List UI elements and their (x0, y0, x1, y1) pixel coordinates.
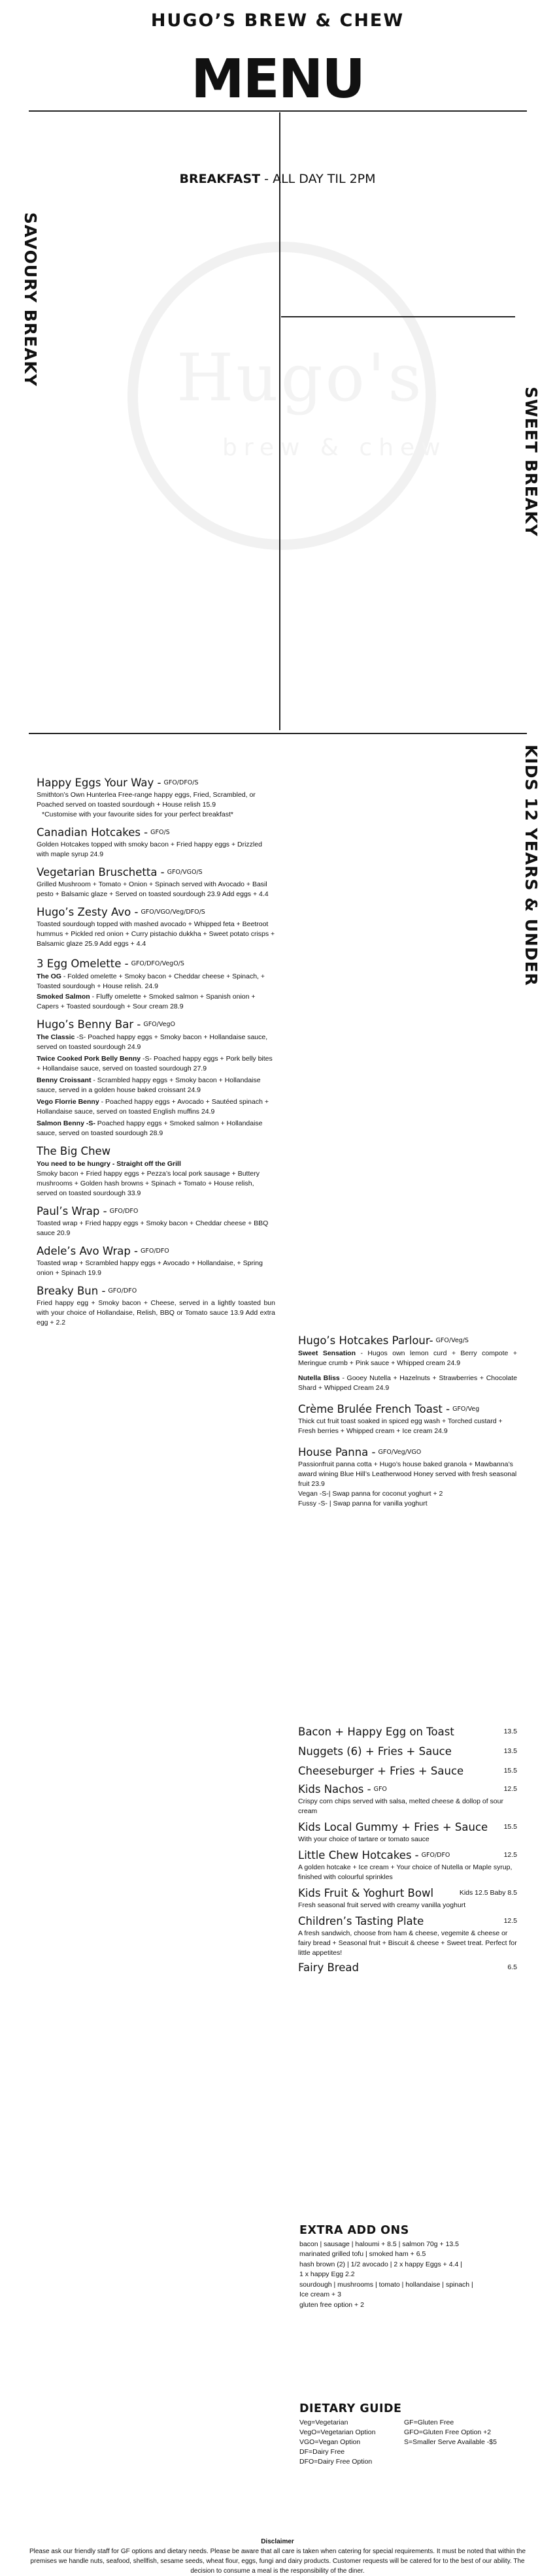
item-description: Smoky bacon + Fried happy eggs + Pezza’s local pork sausage + Buttery mushrooms + Golden hash browns + Spinach + Tomato + House relish, served on toasted sourdough 33.9 (37, 1169, 260, 1197)
dietary-tag: GFO/DFO (109, 1207, 139, 1215)
kids-item-fruit-yoghurt (298, 1886, 517, 1910)
subtitle-breakfast: BREAKFAST (179, 172, 261, 186)
add-on-line: 1 x happy Egg 2.2 (299, 2270, 355, 2279)
dietary-tag: GFO (373, 1785, 387, 1793)
menu-item-hotcakes-parlour (298, 1334, 517, 1393)
sub-item-vego-florrie (37, 1097, 275, 1117)
menu-item-canadian-hotcakes (37, 826, 275, 860)
dietary-tag: GFO/DFO/VegO/S (131, 959, 184, 967)
add-on-line: sourdough | mushrooms | tomato | hollandaise | spinach | (299, 2280, 473, 2289)
item-name: Kids Local Gummy + Fries + Sauce (298, 1820, 488, 1833)
sub-item-description: - Poached happy eggs + Avocado + Sautéed spinach + Hollandaise sauce, served on toasted English muffins 24.9 (37, 1097, 269, 1116)
extra-add-ons (299, 2223, 518, 2311)
dietary-guide (299, 2402, 518, 2467)
sub-item-description: Poached happy eggs + Smoked salmon + Hollandaise sauce, served on toasted sourdough 28.9 (37, 1119, 263, 1137)
dietary-key: VGO=Vegan Option (299, 2438, 361, 2447)
sub-item-description: -S- Poached happy eggs + Pork belly bites + Hollandaise sauce, served on toasted sourdough 27.9 (37, 1054, 273, 1072)
sub-item-name: Smoked Salmon (37, 992, 90, 1001)
item-price: 12.5 (503, 1916, 517, 1925)
dietary-guide-title: DIETARY GUIDE (299, 2402, 402, 2416)
item-name: Happy Eggs Your Way - (37, 776, 161, 789)
menu-item-creme-brulee (298, 1402, 517, 1436)
sub-item-name: Vego Florrie Benny (37, 1097, 99, 1106)
footer-divider (29, 733, 527, 734)
sub-item-description: - Folded omelette + Smoky bacon + Cheddar cheese + Spinach, + Toasted sourdough + House relish. 24.9 (37, 972, 265, 990)
sub-item-description: - Scrambled happy eggs + Smoky bacon + Hollandaise sauce, served in a golden house baked croissant 24.9 (37, 1076, 261, 1094)
item-price: 12.5 (503, 1784, 517, 1793)
dietary-guide-grid (299, 2418, 518, 2467)
sub-item-classic (37, 1033, 275, 1052)
sub-item-name: Benny Croissant (37, 1076, 92, 1084)
watermark-logo-text: Hugo's (177, 340, 424, 416)
disclaimer-title: Disclaimer (261, 2538, 294, 2546)
item-name: Cheeseburger + Fries + Sauce (298, 1764, 464, 1777)
menu-item-adeles-avo-wrap (37, 1244, 275, 1278)
item-price: 15.5 (503, 1766, 517, 1775)
savoury-column (37, 776, 275, 1328)
item-name: The Big Chew (37, 1144, 111, 1157)
item-name: Children’s Tasting Plate (298, 1914, 424, 1927)
add-on-line: Ice cream + 3 (299, 2291, 341, 2299)
sub-item-the-og (37, 972, 275, 991)
item-name: Kids Nachos - (298, 1782, 371, 1795)
sub-item-name: The OG (37, 972, 61, 980)
sub-item-description: -S- Poached happy eggs + Smoky bacon + Hollandaise sauce, served on toasted sourdough 24.9 (37, 1033, 268, 1051)
sub-item-name: The Classic (37, 1033, 75, 1041)
brand-name: HUGO’S BREW & CHEW (150, 10, 405, 31)
item-name: Bacon + Happy Egg on Toast (298, 1725, 454, 1738)
item-name: Crème Brulée French Toast - (298, 1402, 450, 1415)
item-name: Fairy Bread (298, 1961, 359, 1974)
add-on-line: hash brown (2) | 1/2 avocado | 2 x happy Eggs + 4.4 | (299, 2260, 462, 2268)
sub-item-salmon-benny (37, 1119, 275, 1138)
item-description: A golden hotcake + Ice cream + Your choice of Nutella or Maple syrup, finished with colourful sprinkles (298, 1863, 513, 1881)
item-note: *Customise with your favourite sides for your perfect breakfast* (42, 810, 233, 818)
sub-item-name: Salmon Benny -S- (37, 1119, 95, 1127)
menu-item-big-chew (37, 1144, 275, 1199)
item-name: Canadian Hotcakes - (37, 826, 148, 839)
side-label-kids: KIDS 12 YEARS & UNDER (522, 744, 541, 986)
dietary-tag: GFO/VegO (143, 1020, 175, 1028)
item-description: Golden Hotcakes topped with smoky bacon + Fried happy eggs + Drizzled with maple syrup 24.9 (37, 840, 262, 858)
sub-item-nutella-bliss (298, 1374, 517, 1393)
menu-item-zesty-avo (37, 905, 275, 949)
item-tagline: You need to be hungry - Straight off the Grill (37, 1159, 181, 1168)
item-price: 13.5 (503, 1727, 517, 1735)
sub-item-smoked-salmon (37, 992, 275, 1012)
kids-item-fairy-bread (298, 1961, 517, 1975)
column-divider (279, 112, 280, 730)
kids-item-tasting-plate (298, 1914, 517, 1958)
dietary-tag: GFO/VGO/S (167, 868, 203, 876)
item-name: Adele’s Avo Wrap - (37, 1244, 139, 1257)
sub-item-name: Nutella Bliss (298, 1374, 340, 1382)
item-description: Fried happy egg + Smoky bacon + Cheese, served in a lightly toasted bun with your choice of Hollandaise, Relish, BBQ or Tomato sauce 13.9 Add extra egg + 2.2 (37, 1298, 275, 1327)
kids-item-cheeseburger (298, 1764, 517, 1779)
dietary-tag: GFO/DFO/S (163, 779, 199, 786)
dietary-tag: GFO/VGO/Veg/DFO/S (141, 908, 205, 916)
menu-item-vegetarian-bruschetta (37, 865, 275, 899)
dietary-tag: GFO/DFO (421, 1851, 450, 1859)
item-name: Vegetarian Bruschetta - (37, 865, 165, 878)
dietary-key: GFO=Gluten Free Option +2 (404, 2428, 492, 2437)
item-description: Toasted wrap + Fried happy eggs + Smoky bacon + Cheddar cheese + BBQ sauce 20.9 (37, 1219, 269, 1237)
kids-item-gummy (298, 1820, 517, 1844)
item-description: Toasted sourdough topped with mashed avocado + Whipped feta + Beetroot hummus + Pickled red onion + Curry pistachio dukkha + Sweet potato crisps + Balsamic glaze 25.9 Add eggs + 4.4 (37, 920, 275, 948)
subtitle-hours: - ALL DAY TIL 2PM (260, 172, 376, 186)
menu-item-pauls-wrap (37, 1204, 275, 1238)
dietary-tag: GFO/DFO (108, 1287, 137, 1295)
item-description: Crispy corn chips served with salsa, melted cheese & dollop of sour cream (298, 1797, 503, 1815)
item-description: Passionfruit panna cotta + Hugo’s house baked granola + Mawbanna’s award wining Blue Hill’s Leatherwood Honey served with fresh seasonal fruit 23.9 (298, 1460, 517, 1488)
kids-section (298, 1725, 517, 1975)
item-option-vegan: Vegan -S-| Swap panna for coconut yoghurt + 2 (298, 1489, 443, 1498)
item-price: 12.5 (503, 1850, 517, 1859)
item-description: Grilled Mushroom + Tomato + Onion + Spinach served with Avocado + Basil pesto + Balsamic glaze + Served on toasted sourdough 23.9 Add eggs + 4.4 (37, 880, 269, 898)
dietary-key: S=Smaller Serve Available -$5 (404, 2438, 497, 2447)
dietary-key: GF=Gluten Free (404, 2419, 454, 2427)
add-on-line: gluten free option + 2 (299, 2300, 364, 2309)
item-description: A fresh sandwich, choose from ham & cheese, vegemite & cheese or fairy bread + Seasonal fruit + Biscuit & cheese + Sweet treat. Perfect for little appetites! (298, 1929, 517, 1957)
item-name: 3 Egg Omelette - (37, 957, 129, 970)
item-option-fussy: Fussy -S- | Swap panna for vanilla yoghurt (298, 1499, 428, 1507)
dietary-tag: GFO/S (150, 828, 170, 836)
sub-item-sweet-sensation (298, 1349, 517, 1368)
item-name: Hugo’s Zesty Avo - (37, 905, 139, 918)
item-name: Hugo’s Hotcakes Parlour- (298, 1334, 433, 1347)
add-ons-list (299, 2240, 518, 2311)
item-name: Hugo’s Benny Bar - (37, 1018, 141, 1031)
watermark-logo-subtext: brew & chew (222, 434, 447, 461)
item-name: House Panna - (298, 1445, 376, 1458)
item-name: Nuggets (6) + Fries + Sauce (298, 1745, 452, 1758)
sub-item-name: Sweet Sensation (298, 1349, 356, 1357)
item-price: 6.5 (507, 1963, 517, 1971)
sweet-column (298, 1334, 517, 1509)
side-label-sweet: SWEET BREAKY (522, 387, 541, 537)
item-price: 15.5 (503, 1822, 517, 1831)
kids-item-little-chew-hotcakes (298, 1848, 517, 1882)
dietary-tag: GFO/DFO (141, 1247, 169, 1255)
dietary-key: DF=Dairy Free (299, 2448, 345, 2456)
header-divider (29, 110, 527, 112)
add-on-line: marinated grilled tofu | smoked ham + 6.5 (299, 2250, 426, 2259)
menu-subtitle (0, 172, 555, 186)
sub-item-benny-croissant (37, 1076, 275, 1095)
sub-item-description: - Hugos own lemon curd + Berry compote + Meringue crumb + Pink sauce + Whipped cream 24.9 (298, 1349, 517, 1367)
sub-item-description: - Gooey Nutella + Hazelnuts + Strawberries + Chocolate Shard + Whipped Cream 24.9 (298, 1374, 517, 1392)
menu-item-breaky-bun (37, 1284, 275, 1328)
dietary-key: DFO=Dairy Free Option (299, 2458, 373, 2466)
menu-title: MENU (191, 48, 364, 110)
kids-item-nuggets (298, 1745, 517, 1759)
item-description: With your choice of tartare or tomato sauce (298, 1835, 429, 1843)
item-description: Smithton’s Own Hunterlea Free-range happy eggs, Fried, Scrambled, or Poached served on toasted sourdough + House relish 15.9 (37, 790, 256, 809)
item-price: 13.5 (503, 1747, 517, 1755)
add-ons-title: EXTRA ADD ONS (299, 2223, 409, 2237)
item-description: Toasted wrap + Scrambled happy eggs + Avocado + Hollandaise, + Spring onion + Spinach 19.9 (37, 1259, 263, 1277)
side-label-savoury: SAVOURY BREAKY (21, 212, 40, 387)
dietary-key: VegO=Vegetarian Option (299, 2428, 376, 2437)
item-price: Kids 12.5 Baby 8.5 (459, 1888, 517, 1897)
sweet-kids-divider (281, 316, 515, 317)
add-on-line: bacon | sausage | haloumi + 8.5 | salmon 70g + 13.5 (299, 2240, 460, 2248)
dietary-key: Veg=Vegetarian (299, 2419, 348, 2427)
item-name: Paul’s Wrap - (37, 1204, 107, 1217)
item-name: Breaky Bun - (37, 1284, 106, 1297)
menu-item-omelette (37, 957, 275, 1012)
menu-item-happy-eggs (37, 776, 275, 820)
sub-item-pork-belly (37, 1054, 275, 1074)
menu-item-benny-bar (37, 1018, 275, 1138)
item-name: Little Chew Hotcakes - (298, 1848, 419, 1861)
item-name: Kids Fruit & Yoghurt Bowl (298, 1886, 434, 1899)
disclaimer-text: Please ask our friendly staff for GF options and dietary needs. Please be aware that all care is taken when catering for special requirements. It must be noted that within the premises we handle nuts, seafood, shellfish, sesame seeds, wheat flour, eggs, fungi and dairy products. Customer requests will be catered for to the best of our ability. The decision to consume a meal is the responsibility of the diner. (29, 2548, 526, 2575)
disclaimer (26, 2537, 529, 2576)
dietary-tag: GFO/Veg/S (435, 1336, 469, 1344)
sub-item-name: Twice Cooked Pork Belly Benny (37, 1054, 141, 1063)
kids-item-nachos (298, 1782, 517, 1816)
dietary-tag: GFO/Veg (452, 1405, 480, 1413)
item-description: Fresh seasonal fruit served with creamy vanilla yoghurt (298, 1901, 466, 1909)
sub-item-description: - Fluffy omelette + Smoked salmon + Spanish onion + Capers + Toasted sourdough + Sour cream 28.9 (37, 992, 256, 1010)
kids-item-bacon-egg (298, 1725, 517, 1739)
menu-item-house-panna (298, 1445, 517, 1509)
dietary-tag: GFO/Veg/VGO (378, 1448, 422, 1456)
item-description: Thick cut fruit toast soaked in spiced egg wash + Torched custard + Fresh berries + Whipped cream + Ice cream 24.9 (298, 1417, 503, 1435)
